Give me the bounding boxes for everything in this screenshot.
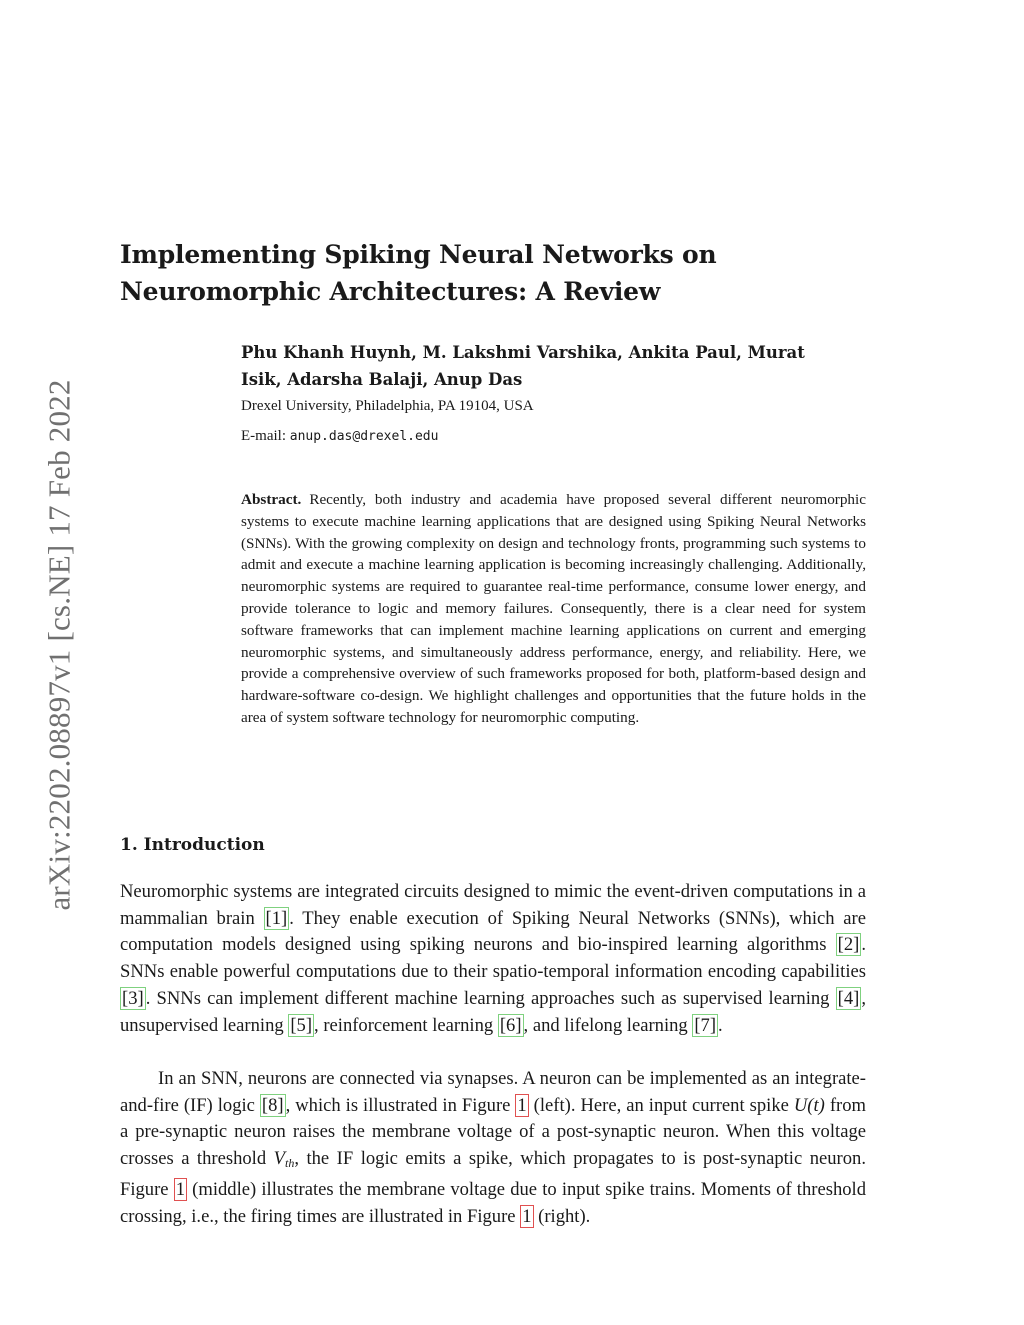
para-text: , unsupervised learning	[120, 987, 866, 1036]
citation-link[interactable]: [3]	[122, 987, 144, 1009]
section-number: 1.	[120, 835, 138, 855]
email-label: E-mail:	[241, 428, 286, 444]
para-text: Neuromorphic systems are integrated circuits designed to mimic the event-driven computations in a mammalian brain	[120, 881, 866, 929]
abstract-label: Abstract.	[241, 491, 302, 508]
figure-reference-link[interactable]: 1	[517, 1094, 527, 1116]
citation-link[interactable]: [2]	[837, 934, 860, 956]
email-line	[241, 426, 866, 447]
citation-link[interactable]: [7]	[694, 1014, 717, 1036]
math-threshold-subscript: th	[284, 1156, 295, 1171]
para-text: (left). Here, an input current spike	[528, 1094, 794, 1116]
figure-reference-link[interactable]: 1	[522, 1205, 532, 1227]
citation-link[interactable]: [6]	[499, 1014, 522, 1036]
para-text: .	[718, 1014, 723, 1036]
title-line-1: Implementing Spiking Neural Networks on	[120, 240, 717, 269]
title-line-2: Neuromorphic Architectures: A Review	[120, 277, 661, 306]
para-text: , the IF logic emits a spike, which propagates to is post-synaptic neuron. Figure	[120, 1148, 866, 1200]
authors-line-2: Isik, Adarsha Balaji, Anup Das	[241, 370, 523, 389]
affiliation: Drexel University, Philadelphia, PA 19104, USA	[241, 398, 534, 414]
arxiv-identifier-text: arXiv:2202.08897v1 [cs.NE] 17 Feb 2022	[42, 379, 77, 911]
arxiv-identifier-stamp	[20, 352, 100, 938]
para-text: (right).	[533, 1205, 591, 1227]
citation-link[interactable]: [5]	[290, 1014, 313, 1036]
email-address-link[interactable]: anup.das@drexel.edu	[289, 429, 439, 444]
section-heading-introduction	[120, 833, 520, 857]
intro-paragraph-2	[120, 1066, 866, 1230]
para-text: , which is illustrated in Figure	[285, 1094, 516, 1116]
intro-paragraph-1	[120, 879, 866, 1039]
figure-reference-link[interactable]: 1	[175, 1178, 186, 1200]
para-text: . They enable execution of Spiking Neural Networks (SNNs), which are computation models designed using spiking neurons and bio-inspired learning algorithms	[120, 907, 866, 956]
citation-link[interactable]: [1]	[265, 907, 288, 929]
abstract-text: Recently, both industry and academia have proposed several different neuromorphic systems to execute machine learning applications that are designed using Spiking Neural Networks (SNNs). With the growing complexity on design and technology fronts, programming such systems to admit and execute a machine learning application is becoming increasingly challenging. Additionally, neuromorphic systems are required to guarantee real-time performance, consume lower energy, and provide tolerance to logic and memory failures. Consequently, there is a clear need for system software frameworks that can implement machine learning applications on current and emerging neuromorphic systems, and simultaneously address performance, energy, and reliability. Here, we provide a comprehensive overview of such frameworks proposed for both, platform-based design and hardware-software co-design. We highlight challenges and opportunities that the future holds in the area of system software technology for neuromorphic computing.	[241, 491, 866, 726]
math-input-current: U(t)	[793, 1094, 825, 1116]
citation-link[interactable]: [4]	[837, 987, 860, 1009]
math-threshold-voltage: V	[273, 1148, 285, 1170]
abstract	[241, 489, 866, 729]
section-title: Introduction	[143, 835, 265, 855]
para-text: , and lifelong learning	[523, 1014, 693, 1036]
para-text: . SNNs can implement different machine learning approaches such as supervised learning	[145, 987, 836, 1009]
para-text: . SNNs enable powerful computations due to their spatio-temporal information encoding capabilities	[120, 934, 866, 983]
para-text: from a pre-synaptic neuron raises the membrane voltage of a post-synaptic neuron. When this voltage crosses a threshold	[120, 1094, 866, 1170]
para-text: , reinforcement learning	[314, 1014, 498, 1036]
para-text: (middle) illustrates the membrane voltage due to input spike trains. Moments of threshold crossing, i.e., the firing times are illustrated in Figure	[120, 1178, 866, 1227]
authors-line-1: Phu Khanh Huynh, M. Lakshmi Varshika, Ankita Paul, Murat	[241, 343, 805, 362]
paper-title	[120, 236, 840, 310]
author-list	[241, 339, 866, 393]
para-text: In an SNN, neurons are connected via synapses. A neuron can be implemented as an integrate-and-fire (IF) logic	[120, 1068, 866, 1116]
citation-link[interactable]: [8]	[261, 1094, 284, 1116]
